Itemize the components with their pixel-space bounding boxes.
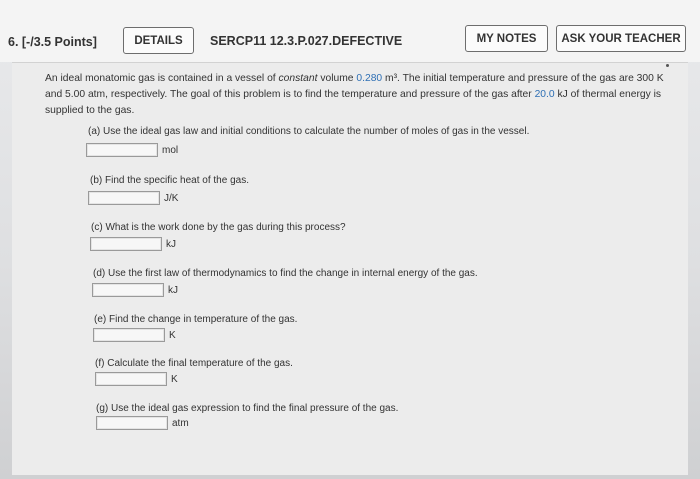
volume-unit: m³: [382, 73, 398, 84]
question-header: [0, 0, 700, 62]
part-a-input[interactable]: [86, 143, 158, 157]
part-g-unit: atm: [172, 417, 189, 429]
my-notes-button[interactable]: MY NOTES: [465, 25, 548, 52]
details-button[interactable]: DETAILS: [123, 27, 194, 54]
intro-text-4: kJ of thermal energy is supplied to the gas.: [45, 89, 662, 116]
part-f-answer: [95, 372, 178, 386]
part-f-input[interactable]: [95, 372, 167, 386]
part-f-unit: K: [171, 373, 178, 385]
part-c-answer: [90, 237, 176, 251]
volume-value: 0.280: [356, 73, 383, 84]
intro-text-2: volume: [317, 73, 357, 84]
part-a-label: (a) Use the ideal gas law and initial conditions to calculate the number of moles of gas in the vessel.: [88, 126, 530, 137]
part-g-label: (g) Use the ideal gas expression to find the final pressure of the gas.: [96, 403, 399, 414]
problem-statement: [45, 71, 677, 119]
part-b-input[interactable]: [88, 191, 160, 205]
constant-emphasis: constant: [278, 73, 318, 84]
part-g-answer: [96, 416, 189, 430]
part-d-input[interactable]: [92, 283, 164, 297]
part-g-input[interactable]: [96, 416, 168, 430]
part-a-unit: mol: [162, 144, 179, 156]
part-a-answer: [86, 143, 178, 157]
part-c-label: (c) What is the work done by the gas during this process?: [91, 222, 346, 233]
energy-value: 20.0: [534, 89, 555, 100]
part-d-label: (d) Use the first law of thermodynamics to find the change in internal energy of the gas.: [93, 268, 478, 279]
scroll-indicator: [666, 64, 669, 67]
part-d-answer: [92, 283, 178, 297]
part-e-label: (e) Find the change in temperature of the gas.: [94, 314, 298, 325]
part-b-answer: [88, 191, 178, 205]
intro-text-3: . The initial temperature and pressure of the gas are 300 K and 5.00 atm, respectively. The goal of this problem is to find the temperature and pressure of the gas after: [45, 73, 664, 100]
ask-your-teacher-button[interactable]: ASK YOUR TEACHER: [556, 25, 686, 52]
part-b-unit: J/K: [164, 192, 179, 204]
part-c-unit: kJ: [166, 238, 176, 250]
question-points-label: 6. [-/3.5 Points]: [8, 35, 97, 49]
question-code: SERCP11 12.3.P.027.DEFECTIVE: [210, 34, 403, 48]
intro-text-1: An ideal monatomic gas is contained in a vessel of: [45, 73, 279, 84]
part-e-unit: K: [169, 329, 176, 341]
part-c-input[interactable]: [90, 237, 162, 251]
question-body: [12, 62, 688, 475]
part-e-input[interactable]: [93, 328, 165, 342]
part-f-label: (f) Calculate the final temperature of the gas.: [95, 358, 293, 369]
part-d-unit: kJ: [168, 284, 178, 296]
part-e-answer: [93, 328, 176, 342]
part-b-label: (b) Find the specific heat of the gas.: [90, 175, 249, 186]
